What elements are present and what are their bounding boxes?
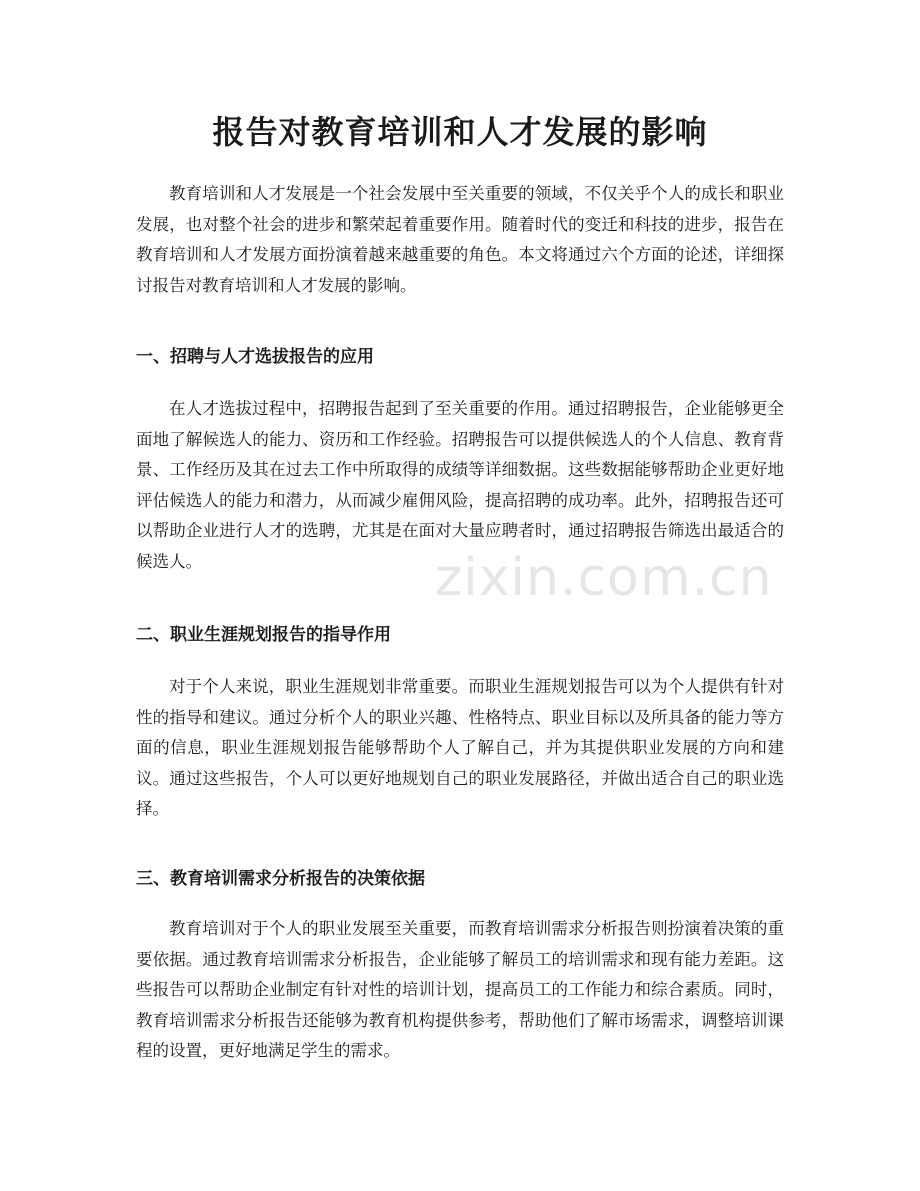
section-2-body: 对于个人来说，职业生涯规划非常重要。而职业生涯规划报告可以为个人提供有针对性的指导和建议。通过分析个人的职业兴趣、性格特点、职业目标以及所具备的能力等方面的信息，职业生涯规划报告能够帮助个人了解自己，并为其提供职业发展的方向和建议。通过这些报告，个人可以更好地规划自己的职业发展路径，并做出适合自己的职业选择。 [136,677,784,818]
section-2-heading: 二、职业生涯规划报告的指导作用 [136,625,391,645]
section-3-body: 教育培训对于个人的职业发展至关重要，而教育培训需求分析报告则扮演着决策的重要依据。通过教育培训需求分析报告，企业能够了解员工的培训需求和现有能力差距。这些报告可以帮助企业制定有针对性的培训计划，提高员工的工作能力和综合素质。同时，教育培训需求分析报告还能够为教育机构提供参考，帮助他们了解市场需求，调整培训课程的设置，更好地满足学生的需求。 [136,919,784,1060]
section-3-heading: 三、教育培训需求分析报告的决策依据 [136,869,425,889]
watermark: zixin.com.cn [435,548,773,608]
section-1-body: 在人才选拔过程中，招聘报告起到了至关重要的作用。通过招聘报告，企业能够更全面地了解候选人的能力、资历和工作经验。招聘报告可以提供候选人的个人信息、教育背景、工作经历及其在过去工作中所取得的成绩等详细数据。这些数据能够帮助企业更好地评估候选人的能力和潜力，从而减少雇佣风险，提高招聘的成功率。此外，招聘报告还可以帮助企业进行人才的选聘，尤其是在面对大量应聘者时，通过招聘报告筛选出最适合的候选人。 [136,399,784,571]
intro-paragraph: 教育培训和人才发展是一个社会发展中至关重要的领域，不仅关乎个人的成长和职业发展，也对整个社会的进步和繁荣起着重要作用。随着时代的变迁和科技的进步，报告在教育培训和人才发展方面扮演着越来越重要的角色。本文将通过六个方面的论述，详细探讨报告对教育培训和人才发展的影响。 [136,184,784,295]
section-1-heading: 一、招聘与人才选拔报告的应用 [136,347,374,367]
document-title: 报告对教育培训和人才发展的影响 [212,113,708,151]
